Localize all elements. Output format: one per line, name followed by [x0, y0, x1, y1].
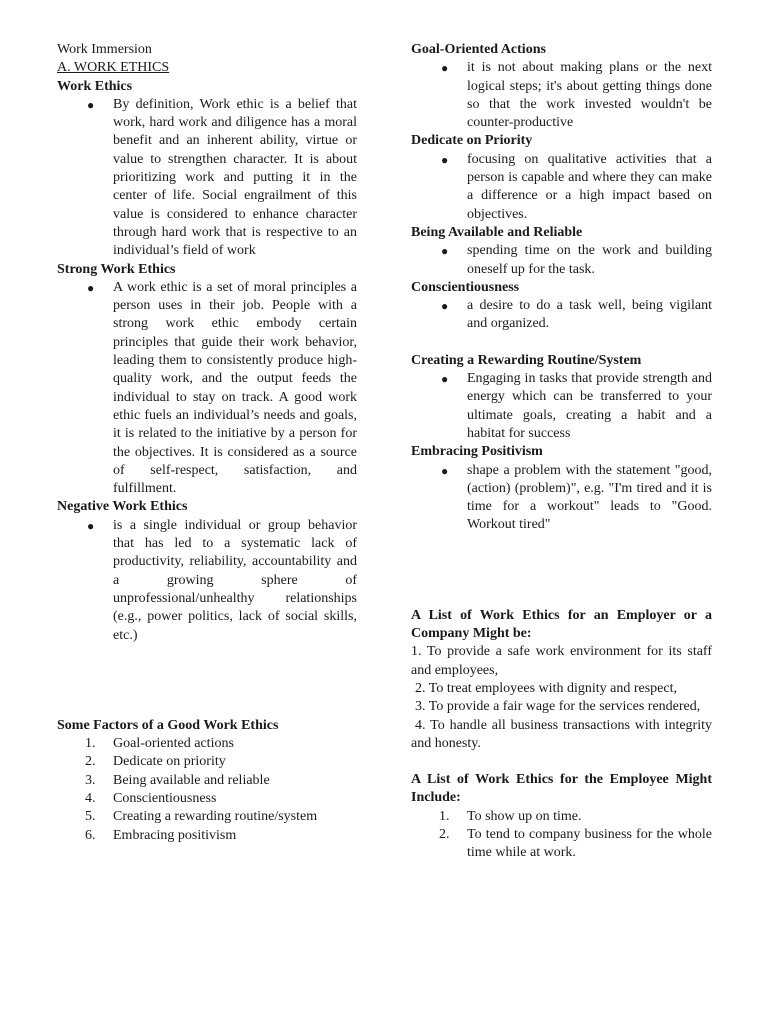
bullet-icon: ● [441, 463, 449, 478]
bullet-icon: ● [441, 152, 449, 167]
factor-item: 6. Embracing positivism [85, 827, 237, 843]
employer-item: 1. To provide a safe work environment for its staff and employees, [411, 644, 712, 678]
factor-item: 1. Goal-oriented actions [85, 736, 234, 752]
factor-item: 3. Being available and reliable [85, 772, 270, 788]
bullet-icon: ● [441, 244, 449, 259]
heading-negative-work-ethics: Negative Work Ethics [57, 499, 188, 515]
negative-work-ethics-text: is a single individual or group behavior that has led to a systematic lack of productivity, reliability, accountability and a growing sphere of unprofessional/unhealthy relationships (e.g., power politics, lack of social skills, etc.) [113, 517, 357, 643]
heading-embracing-positivism: Embracing Positivism [411, 444, 543, 460]
employer-item: 4. To handle all business transactions with integrity and honesty. [411, 717, 712, 751]
goal-oriented-bullet: ● it is not about making plans or the next logical steps; it's about getting things done so that the work invested wouldn't be counter-productive [441, 60, 712, 131]
heading-available-reliable: Being Available and Reliable [411, 224, 583, 240]
bullet-icon: ● [441, 61, 449, 76]
heading-rewarding-routine: Creating a Rewarding Routine/System [411, 352, 642, 368]
left-column [57, 41, 357, 845]
factor-item: 5. Creating a rewarding routine/system [85, 809, 318, 825]
heading-factors: Some Factors of a Good Work Ethics [57, 717, 279, 733]
heading-employer-list: A List of Work Ethics for an Employer or a Company Might be: [411, 607, 712, 642]
employer-item: 2. To treat employees with dignity and respect, [415, 680, 677, 696]
bullet-icon: ● [87, 97, 95, 112]
strong-work-ethics-bullet [57, 279, 357, 499]
heading-strong-work-ethics: Strong Work Ethics [57, 261, 176, 277]
factor-item: 2. Dedicate on priority [85, 754, 226, 770]
strong-work-ethics-text: A work ethic is a set of moral principles a person uses in their job. People with a strong work ethic embody certain principles that guide their work behavior, leading them to consistently produce high-quality work, and the output feeds the individual to stay on track. A good work ethic fuels an individual’s needs and goals, it is related to the initiative by a person for the objectives. It is considered as a source of self-respect, satisfaction, and fulfillment. [113, 279, 357, 497]
heading-goal-oriented: Goal-Oriented Actions [411, 42, 546, 57]
work-ethics-text: By definition, Work ethic is a belief that work, hard work and diligence has a moral benefit and an inherent ability, virtue or value to strengthen character. It is about prioritizing work and putting it in the center of life. Social engrailment of this value is considered to enhance character through hard work that is respective to an individual’s field of work [113, 96, 357, 259]
heading-dedicate-priority: Dedicate on Priority [411, 133, 533, 149]
conscientiousness-bullet: ● a desire to do a task well, being vigilant and organized. [441, 298, 712, 332]
negative-work-ethics-bullet [57, 517, 357, 645]
section-title: A. WORK ETHICS [57, 60, 170, 76]
heading-conscientiousness: Conscientiousness [411, 279, 520, 295]
bullet-icon: ● [441, 299, 449, 314]
bullet-icon: ● [87, 518, 95, 533]
rewarding-routine-bullet: ● Engaging in tasks that provide strength and energy which can be transferred to your ultimate goals, creating a habit and a habitat for success [441, 371, 712, 441]
employee-item: 1. To show up on time. [439, 808, 582, 824]
embracing-positivism-bullet: ● shape a problem with the statement "good, (action) (problem)", e.g. "I'm tired and it is time for a workout" leads to "Good. Workout tired" [441, 462, 712, 533]
heading-employee-list: A List of Work Ethics for the Employee Might Include: [411, 772, 712, 806]
right-column [411, 41, 712, 863]
employee-item: 2. To tend to company business for the whole time while at work. [439, 826, 712, 861]
bullet-icon: ● [441, 372, 449, 387]
course-title: Work Immersion [57, 42, 152, 57]
factor-item: 4. Conscientiousness [85, 790, 217, 806]
dedicate-priority-bullet: ● focusing on qualitative activities that a person is capable and where they can make a difference or a high impact based on objectives. [441, 151, 712, 222]
bullet-icon: ● [87, 280, 95, 295]
employer-item: 3. To provide a fair wage for the services rendered, [415, 699, 701, 715]
available-reliable-bullet: ● spending time on the work and building oneself up for the task. [441, 243, 712, 277]
heading-work-ethics: Work Ethics [57, 78, 133, 94]
work-ethics-bullet [57, 96, 357, 261]
